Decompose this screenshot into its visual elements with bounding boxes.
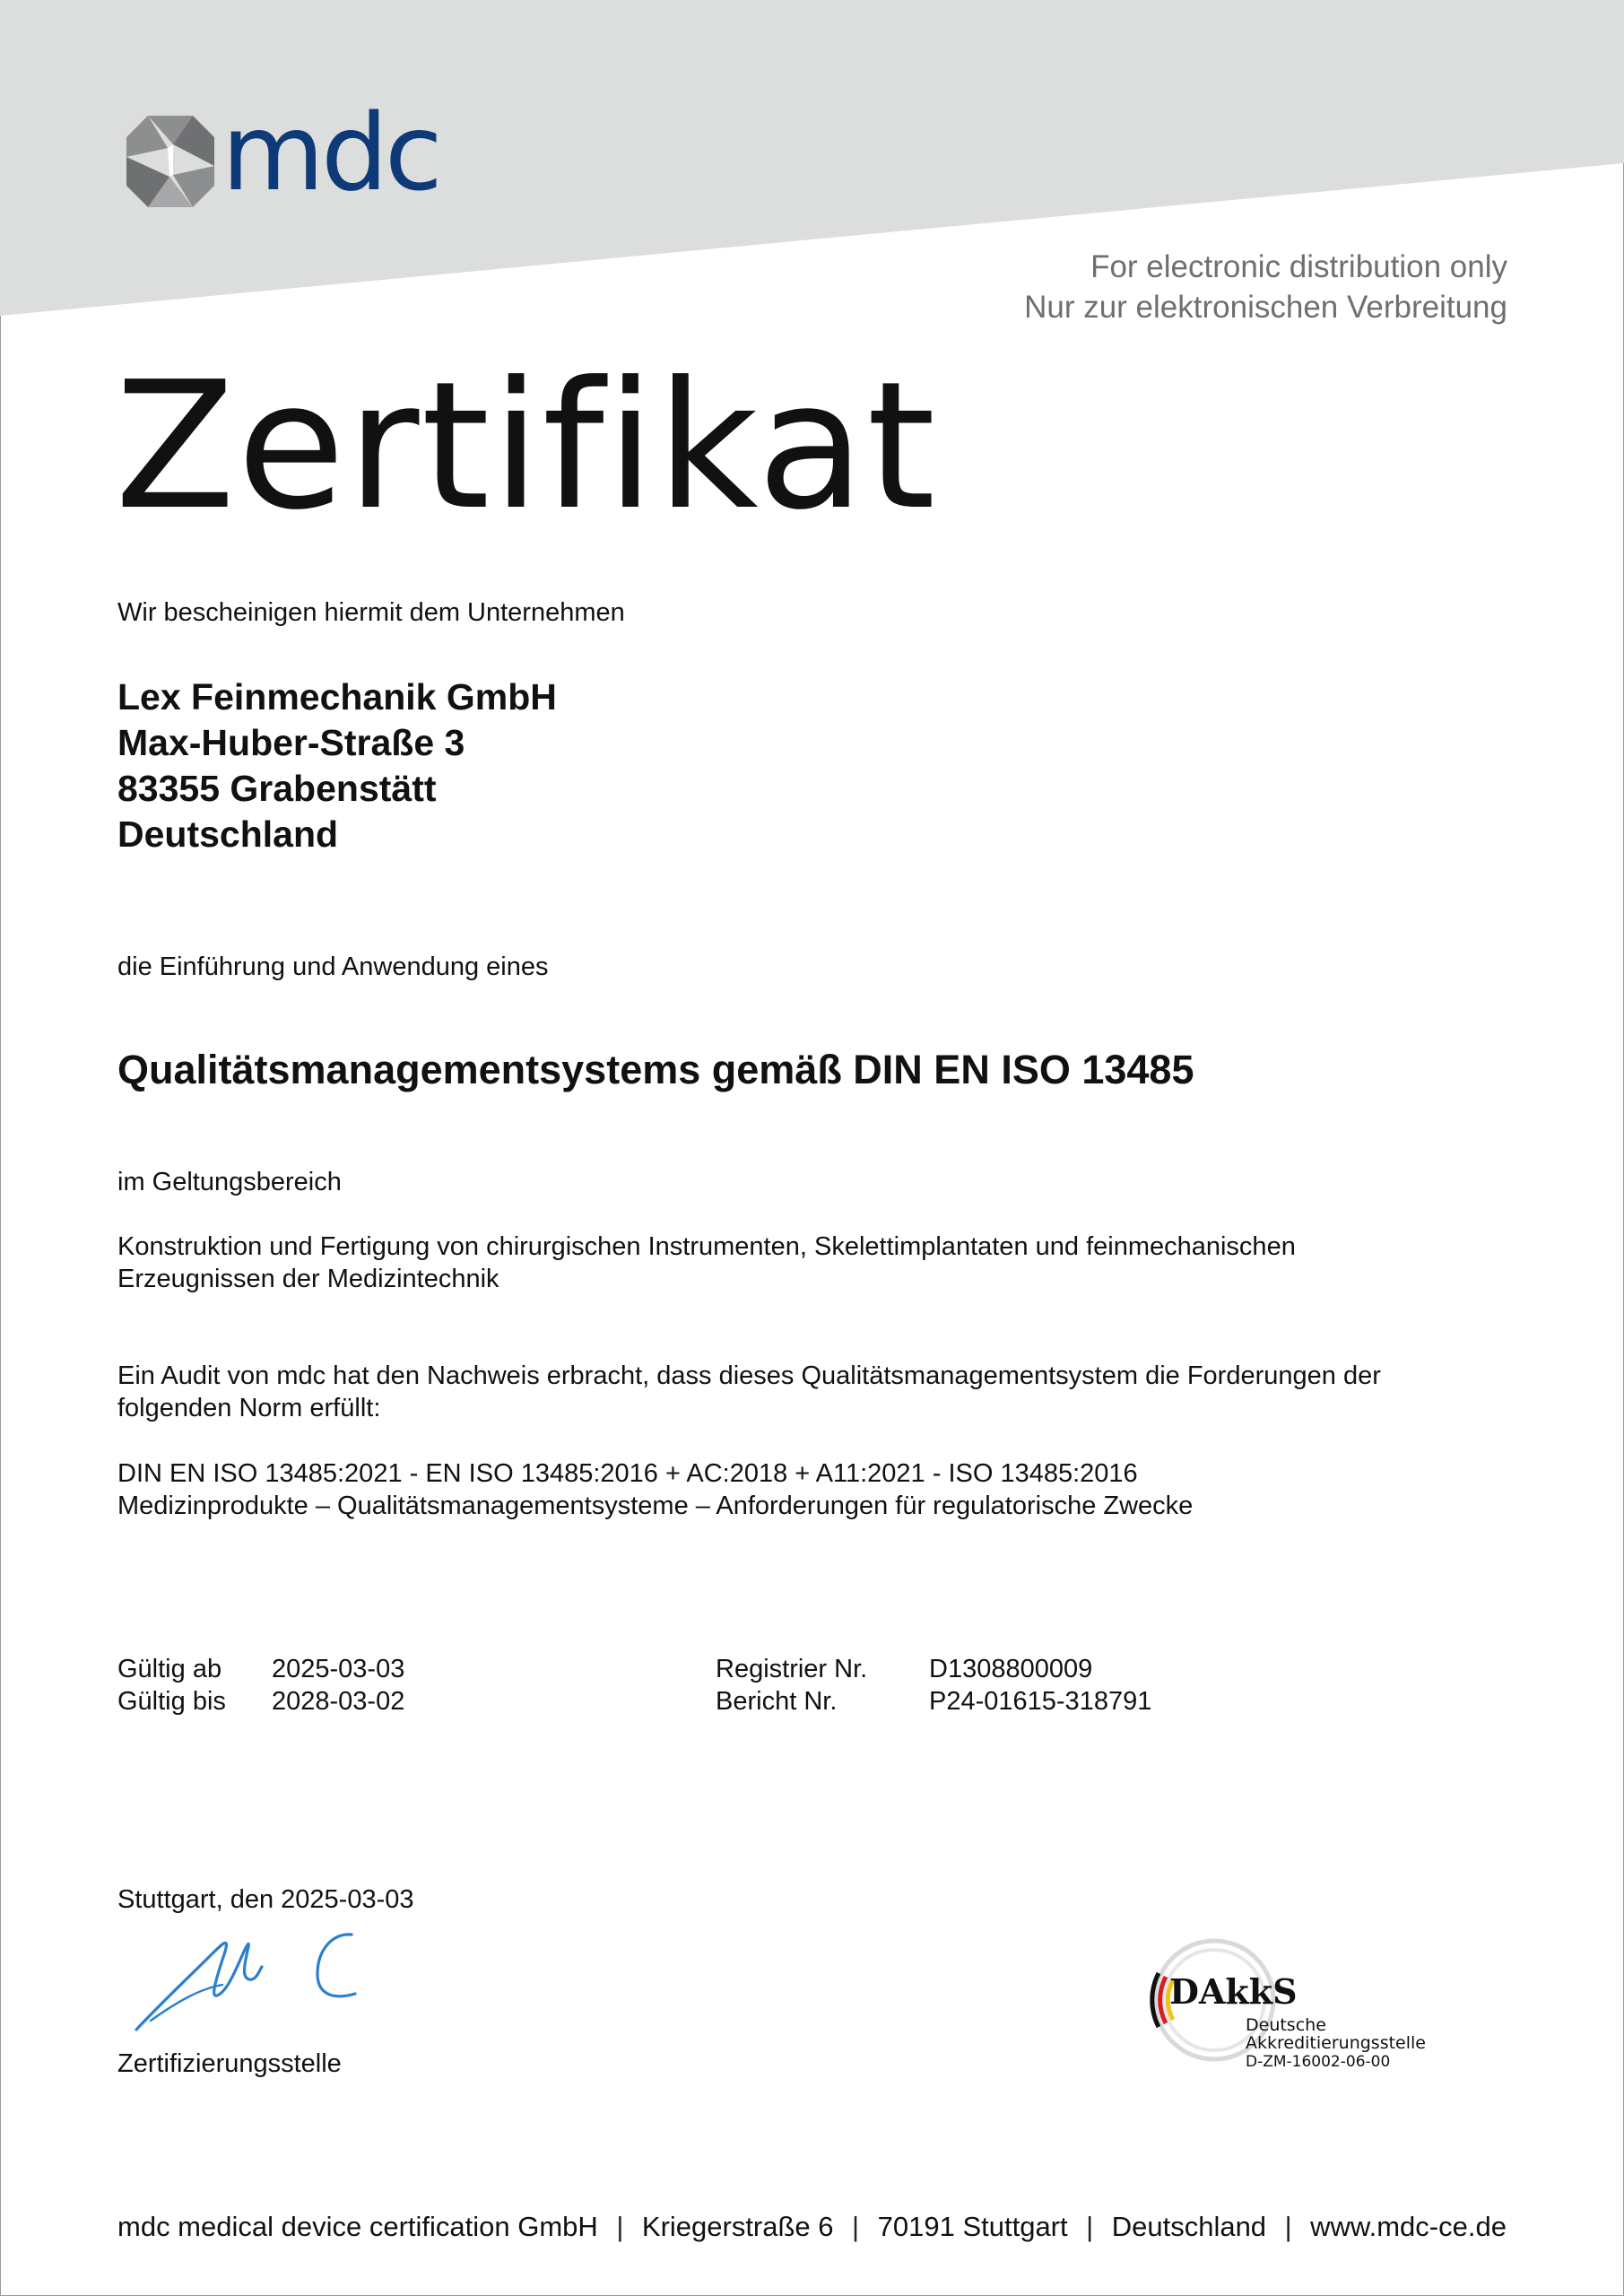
scope-line-2: Erzeugnissen der Medizintechnik xyxy=(117,1265,499,1293)
intro-text: Wir bescheinigen hiermit dem Unternehmen xyxy=(117,598,625,627)
footer-separator: | xyxy=(1086,2211,1094,2242)
certificate-title: Zertifikat xyxy=(115,344,938,549)
standard-text xyxy=(117,1457,1193,1522)
footer-company: mdc medical device certification GmbH xyxy=(117,2211,598,2242)
dakks-line-1: Deutsche xyxy=(1246,2015,1326,2035)
dakks-line-2: Akkreditierungsstelle xyxy=(1246,2033,1426,2053)
distribution-note-de: Nur zur elektronischen Verbreitung xyxy=(1024,290,1507,325)
valid-from-value: 2025-03-03 xyxy=(272,1655,405,1683)
system-title: Qualitätsmanagementsystems gemäß DIN EN ISO 13485 xyxy=(117,1047,1194,1092)
audit-text xyxy=(117,1360,1381,1424)
mdc-logo-text: mdc xyxy=(221,91,439,214)
mdc-logo xyxy=(121,91,453,214)
footer-country: Deutschland xyxy=(1111,2211,1267,2242)
footer-separator: | xyxy=(616,2211,624,2242)
scope-text xyxy=(117,1231,1296,1295)
footer xyxy=(117,2209,1507,2245)
scope-label: im Geltungsbereich xyxy=(117,1168,342,1196)
footer-website-link[interactable]: www.mdc-ce.de xyxy=(1310,2211,1507,2242)
distribution-note xyxy=(1024,247,1507,327)
audit-line-1: Ein Audit von mdc hat den Nachweis erbracht, dass dieses Qualitätsmanagementsystem die Forderungen der xyxy=(117,1361,1381,1390)
company-name: Lex Feinmechanik GmbH xyxy=(117,676,557,718)
distribution-note-en: For electronic distribution only xyxy=(1090,249,1507,284)
footer-city: 70191 Stuttgart xyxy=(877,2211,1068,2242)
company-address xyxy=(117,674,557,857)
company-city: 83355 Grabenstätt xyxy=(117,768,437,809)
footer-separator: | xyxy=(1284,2211,1292,2242)
report-label: Bericht Nr. xyxy=(716,1687,838,1716)
audit-line-2: folgenden Norm erfüllt: xyxy=(117,1394,381,1422)
registration-label: Registrier Nr. xyxy=(716,1655,868,1683)
mdc-logo-mark xyxy=(121,112,220,211)
footer-street: Kriegerstraße 6 xyxy=(641,2211,834,2242)
report-value: P24-01615-318791 xyxy=(929,1687,1152,1716)
valid-to-label: Gültig bis xyxy=(117,1687,226,1716)
scope-line-1: Konstruktion und Fertigung von chirurgischen Instrumenten, Skelettimplantaten und feinmechanischen xyxy=(117,1232,1296,1261)
footer-separator: | xyxy=(852,2211,860,2242)
signatory-label: Zertifizierungsstelle xyxy=(117,2049,342,2078)
dakks-name: DAkkS xyxy=(1169,1971,1298,2012)
place-date: Stuttgart, den 2025-03-03 xyxy=(117,1885,414,1914)
valid-from-label: Gültig ab xyxy=(117,1655,222,1683)
signature xyxy=(126,1915,368,2040)
standard-line-1: DIN EN ISO 13485:2021 - EN ISO 13485:2016 + AC:2018 + A11:2021 - ISO 13485:2016 xyxy=(117,1459,1138,1488)
introduction-text: die Einführung und Anwendung eines xyxy=(117,952,549,981)
dakks-line-3: D-ZM-16002-06-00 xyxy=(1246,2053,1391,2071)
valid-to-value: 2028-03-02 xyxy=(272,1687,405,1716)
dakks-accreditation-logo xyxy=(1132,1937,1426,2081)
company-street: Max-Huber-Straße 3 xyxy=(117,722,465,763)
registration-value: D1308800009 xyxy=(929,1655,1093,1683)
company-country: Deutschland xyxy=(117,813,339,855)
standard-line-2: Medizinprodukte – Qualitätsmanagementsysteme – Anforderungen für regulatorische Zwecke xyxy=(117,1492,1194,1520)
